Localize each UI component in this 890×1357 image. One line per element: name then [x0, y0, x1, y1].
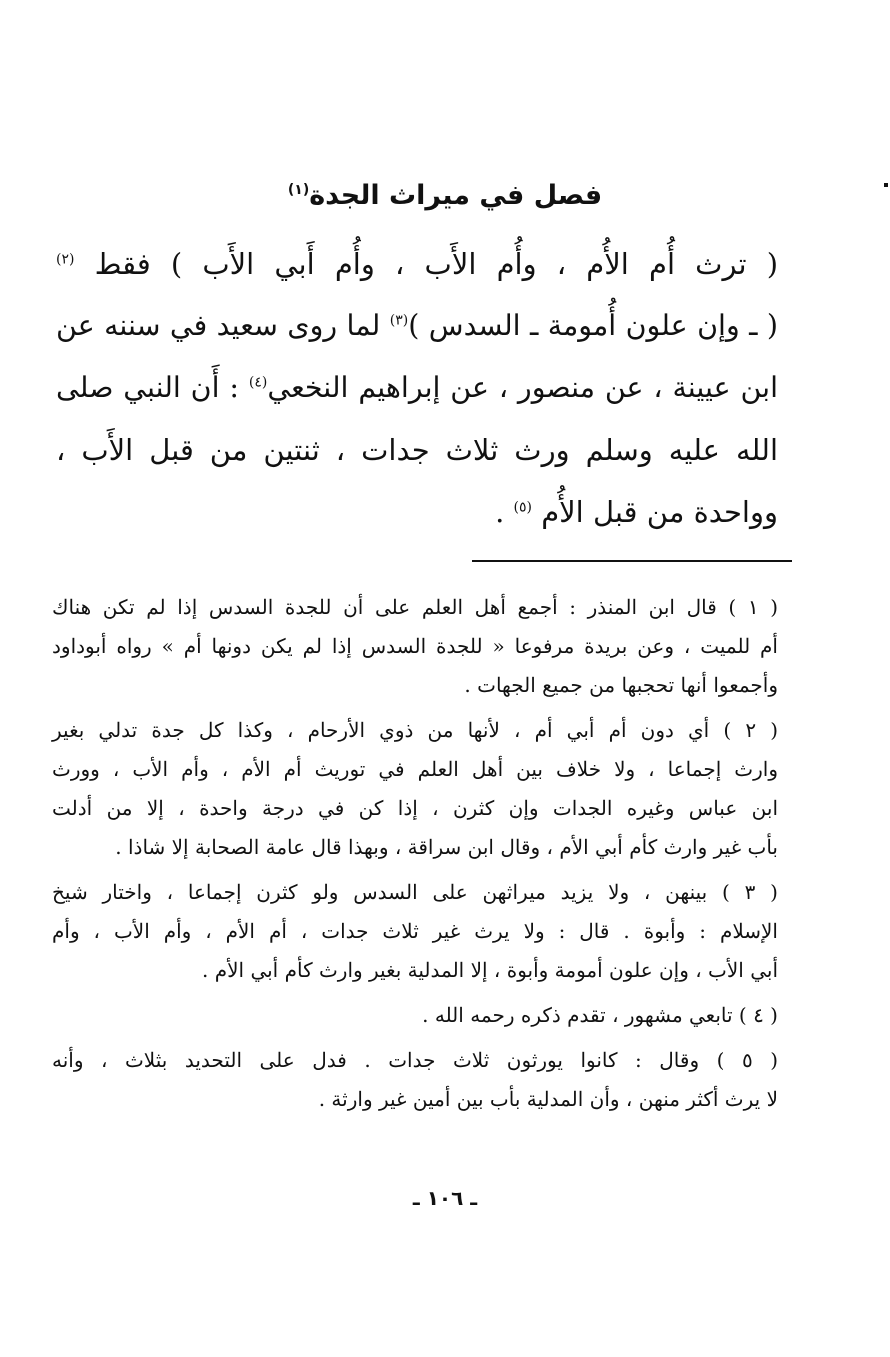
- main-text-line-3: [56, 357, 778, 419]
- footnote-line: ( ٣ ) بينهن ، ولا يزيد ميراثهن على السدس ولو كثرن إجماعا ، واختار شيخ: [52, 880, 778, 904]
- main-text-line-2-content: ( ـ وإن علون أُمومة ـ السدس ): [408, 309, 778, 342]
- footnote-ref-5[interactable]: (٥): [513, 499, 532, 516]
- main-text: [56, 233, 778, 543]
- footnote-line: أم للميت ، وعن بريدة مرفوعا « للجدة السدس إذا لم يكن دونها أم » رواه أبوداود: [52, 634, 778, 658]
- footnote-line: وارث إجماعا ، ولا خلاف بين أهل العلم في توريث أم الأم ، وأم الأب ، وورث: [52, 757, 778, 781]
- footnotes: [52, 588, 778, 1125]
- main-text-line-1: [56, 233, 778, 295]
- footnote-line: ( ٤ ) تابعي مشهور ، تقدم ذكره رحمه الله .: [422, 1003, 778, 1027]
- footnote-5: [52, 1041, 778, 1119]
- main-text-line-4: [56, 419, 778, 481]
- main-text-line-3-content: ابن عيينة ، عن منصور ، عن إبراهيم النخعي: [267, 371, 779, 404]
- footnote-line: ( ٥ ) وقال : كانوا يورثون ثلاث جدات . فدل على التحديد بثلاث ، وأنه: [52, 1048, 778, 1072]
- footnote-4: [52, 996, 778, 1035]
- footnote-ref-2[interactable]: (٢): [56, 251, 75, 268]
- footnote-line: الإسلام : وأبوة . قال : ولا يرث غير ثلاث جدات ، أم الأم ، وأم الأب ، وأم: [52, 919, 778, 943]
- footnote-line: أبي الأب ، وإن علون أمومة وأبوة ، إلا المدلية بغير وارث كأم أبي الأم .: [202, 958, 778, 982]
- main-text-line-2: [56, 295, 778, 357]
- footnote-line: وأجمعوا أنها تحجبها من جميع الجهات .: [464, 673, 778, 697]
- page-number: ـ ١٠٦ ـ: [412, 1186, 478, 1210]
- footnote-line: لا يرث أكثر منهن ، وأن المدلية بأب بين أمين غير وارثة .: [318, 1087, 778, 1111]
- main-text-line-4-content: الله عليه وسلم ورث ثلاث جدات ، ثنتين من قبل الأَب ،: [56, 433, 778, 467]
- footnote-line: بأب غير وارث كأم أبي الأم ، وقال ابن سراقة ، وبهذا قال عامة الصحابة إلا شاذا .: [115, 835, 778, 859]
- section-heading-text: فصل في ميراث الجدة: [309, 180, 603, 211]
- footnote-ref-3[interactable]: (٣): [389, 312, 409, 329]
- footnote-ref-4[interactable]: (٤): [248, 374, 268, 391]
- main-text-line-3-continuation: : أَن النبي صلى: [56, 371, 240, 404]
- footnote-line: ( ١ ) قال ابن المنذر : أجمع أهل العلم على أن للجدة السدس إذا لم تكن هناك: [52, 595, 778, 619]
- main-text-line-2-continuation: لما روى سعيد في سننه عن: [56, 309, 381, 342]
- footnote-ref-1[interactable]: (١): [287, 182, 310, 198]
- footnote-line: ( ٢ ) أي دون أم أبي أم ، لأنها من ذوي الأرحام ، وكذا كل جدة تدلي بغير: [52, 718, 778, 742]
- main-text-line-5-end: .: [495, 495, 505, 529]
- footnote-1: [52, 588, 778, 705]
- section-heading: [0, 176, 890, 216]
- main-text-line-5: [56, 481, 778, 543]
- footnote-line: ابن عباس وغيره الجدات وإن كثرن ، إذا كن في درجة واحدة ، إلا من أدلت: [52, 796, 778, 820]
- footnote-separator: [472, 560, 792, 562]
- main-text-line-5-content: وواحدة من قبل الأُم: [541, 495, 778, 529]
- main-text-line-1-content: ( ترث أُم الأُم ، وأُم الأَب ، وأُم أَبي الأَب ) فقط: [94, 247, 779, 281]
- footnote-3: [52, 873, 778, 990]
- footnote-2: [52, 711, 778, 867]
